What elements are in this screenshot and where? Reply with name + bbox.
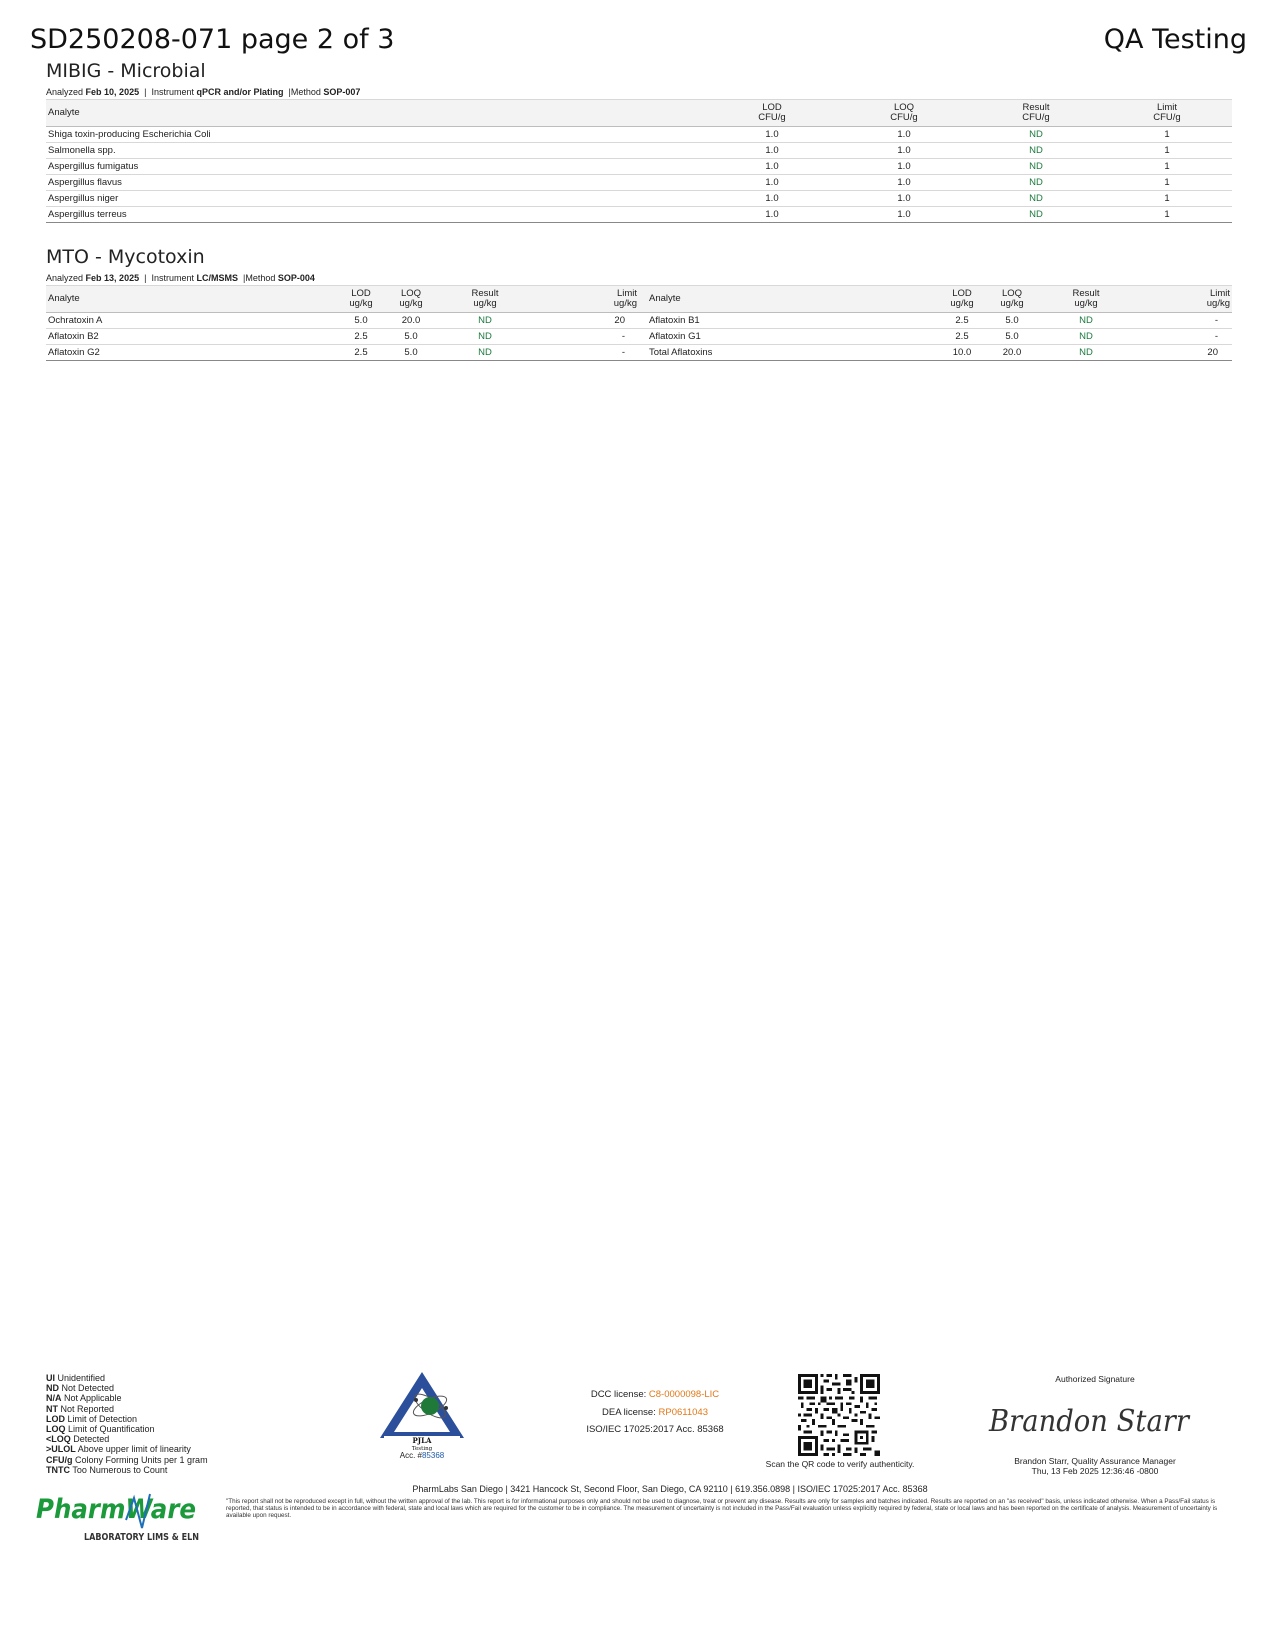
mycotoxin-table bbox=[46, 285, 1232, 361]
table-row: Aspergillus fumigatus 1.0 1.0 ND 1 bbox=[46, 159, 1232, 175]
microbial-section-title: MIBIG - Microbial bbox=[46, 60, 206, 82]
legend-item: <LOQ Detected bbox=[46, 1434, 110, 1445]
microbial-table bbox=[46, 99, 1232, 223]
table-header-row bbox=[46, 286, 1232, 313]
col-lod: LOD ug/kg bbox=[950, 288, 974, 309]
svg-text:PJLA: PJLA bbox=[412, 1436, 432, 1445]
mycotoxin-section-title: MTO - Mycotoxin bbox=[46, 246, 205, 268]
col-result: Result CFU/g bbox=[1022, 102, 1050, 123]
legend-item: LOQ Limit of Quantification bbox=[46, 1424, 155, 1435]
report-type-title: QA Testing bbox=[1103, 24, 1247, 55]
dea-license: DEA license: RP0611043 bbox=[602, 1406, 708, 1418]
legend-item: TNTC Too Numerous to Count bbox=[46, 1464, 168, 1475]
legend-item: CFU/g Colony Forming Units per 1 gram bbox=[46, 1454, 208, 1465]
table-row: Salmonella spp. 1.0 1.0 ND 1 bbox=[46, 143, 1232, 159]
pjla-accreditation: Acc. #85368 bbox=[399, 1451, 445, 1460]
disclaimer-text: "This report shall not be reproduced except in full, without the written approval of the lab. This report is for informational purposes only and should not be used to diagnose, treat or prevent any disease. Results are only for samples and batches indicated. Results are reported on an "as received" basis, unless indicated otherwise. When a Pass/Fail status is reported, that status is intended to be in accordance with federal, state and local laws which are required for the customer to be in compliance. The measurement of uncertainty is not included in the Pass/Fail evaluation unless explicitly required by federal, state or local laws and has been reported on the certificate of analysis. Measurement of uncertainty is available upon request. bbox=[226, 1498, 1218, 1519]
col-limit: Limit CFU/g bbox=[1153, 102, 1181, 123]
verification-qr-code[interactable] bbox=[798, 1374, 880, 1456]
table-row: Aflatoxin B2 2.5 5.0 ND - Aflatoxin G1 2.5 5.0 ND - bbox=[46, 329, 1232, 345]
signatory bbox=[975, 1456, 1215, 1476]
table-row: Shiga toxin-producing Escherichia Coli 1.0 1.0 ND 1 bbox=[46, 127, 1232, 143]
pharmware-logo bbox=[34, 1490, 202, 1548]
abbreviation-legend bbox=[46, 1373, 208, 1475]
table-row: Aspergillus flavus 1.0 1.0 ND 1 bbox=[46, 175, 1232, 191]
license-block bbox=[540, 1386, 770, 1439]
legend-item: ND Not Detected bbox=[46, 1383, 115, 1394]
col-result: Result ug/kg bbox=[471, 288, 499, 309]
legend-item: UI Unidentified bbox=[46, 1373, 106, 1383]
legend-item: NT Not Reported bbox=[46, 1403, 115, 1414]
handwritten-signature bbox=[985, 1395, 1195, 1445]
dcc-license: DCC license: C8-0000098-LIC bbox=[590, 1389, 720, 1400]
col-limit: Limit ug/kg bbox=[1206, 288, 1230, 309]
col-loq: LOQ ug/kg bbox=[1000, 288, 1024, 309]
col-loq: LOQ ug/kg bbox=[399, 288, 423, 309]
lab-address: PharmLabs San Diego | 3421 Hancock St, Second Floor, San Diego, CA 92110 | 619.356.0898 | ISO/IEC 17025:2017 Acc. 85368 bbox=[412, 1484, 928, 1494]
svg-text:PharmWare: PharmWare bbox=[36, 1494, 196, 1525]
signatory-name-title: Brandon Starr, Quality Assurance Manager bbox=[1014, 1456, 1176, 1466]
svg-text:Testing: Testing bbox=[411, 1446, 433, 1452]
signature-label: Authorized Signature bbox=[1055, 1374, 1135, 1384]
col-limit: Limit ug/kg bbox=[613, 288, 637, 309]
table-row: Aflatoxin G2 2.5 5.0 ND - Total Aflatoxins 10.0 20.0 ND 20 bbox=[46, 345, 1232, 361]
legend-item: LOD Limit of Detection bbox=[46, 1413, 138, 1424]
col-result: Result ug/kg bbox=[1072, 288, 1100, 309]
col-lod: LOD ug/kg bbox=[349, 288, 373, 309]
table-row: Aspergillus niger 1.0 1.0 ND 1 bbox=[46, 191, 1232, 207]
legend-item: N/A Not Applicable bbox=[46, 1393, 122, 1404]
report-id-title: SD250208-071 page 2 of 3 bbox=[30, 24, 395, 55]
svg-text:Brandon Starr: Brandon Starr bbox=[988, 1404, 1191, 1439]
col-analyte: Analyte bbox=[649, 293, 681, 304]
signature-date: Thu, 13 Feb 2025 12:36:46 -0800 bbox=[1031, 1466, 1159, 1476]
iso-accreditation: ISO/IEC 17025:2017 Acc. 85368 bbox=[586, 1424, 724, 1435]
svg-text:LABORATORY LIMS & ELN: LABORATORY LIMS & ELN bbox=[84, 1532, 199, 1543]
table-row: Ochratoxin A 5.0 20.0 ND 20 Aflatoxin B1 2.5 5.0 ND - bbox=[46, 313, 1232, 329]
table-header-row bbox=[46, 100, 1232, 127]
microbial-meta: Analyzed Feb 10, 2025 | Instrument qPCR and/or Plating |Method SOP-007 bbox=[46, 87, 361, 97]
pjla-testing-logo bbox=[378, 1370, 466, 1452]
qr-caption: Scan the QR code to verify authenticity. bbox=[765, 1459, 915, 1469]
col-analyte: Analyte bbox=[48, 107, 80, 118]
table-row: Aspergillus terreus 1.0 1.0 ND 1 bbox=[46, 207, 1232, 223]
legend-item: >ULOL Above upper limit of linearity bbox=[46, 1444, 191, 1455]
col-lod: LOD CFU/g bbox=[758, 102, 786, 123]
mycotoxin-meta: Analyzed Feb 13, 2025 | Instrument LC/MSMS |Method SOP-004 bbox=[46, 273, 315, 283]
col-analyte: Analyte bbox=[48, 293, 80, 304]
col-loq: LOQ CFU/g bbox=[890, 102, 918, 123]
